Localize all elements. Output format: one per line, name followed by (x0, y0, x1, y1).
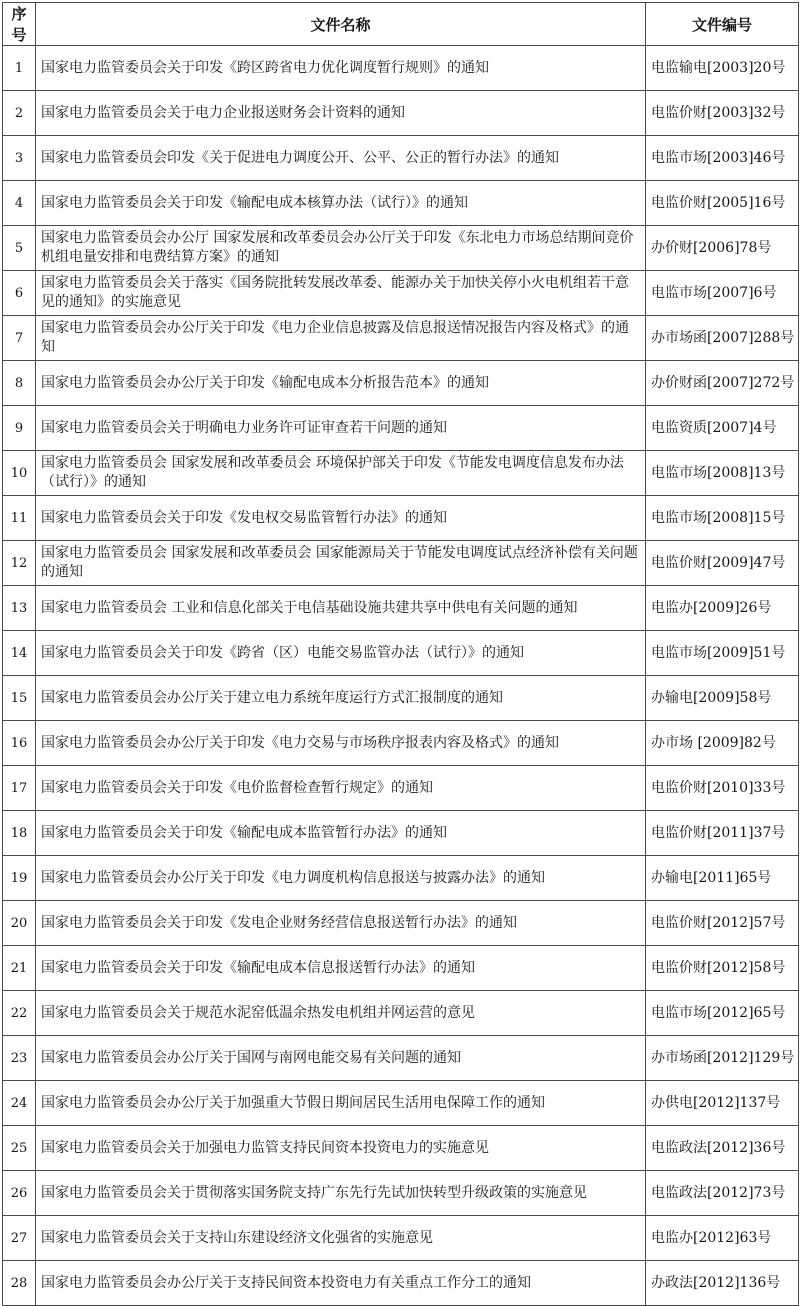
table-row (3, 271, 799, 316)
table-row (3, 901, 799, 946)
cell-name: 国家电力监管委员会办公厅 国家发展和改革委员会办公厅关于印发《东北电力市场总结期间竞价机组电量安排和电费结算方案》的通知 (36, 226, 646, 271)
cell-no: 17 (3, 766, 36, 811)
table-row (3, 361, 799, 406)
cell-no: 14 (3, 631, 36, 676)
cell-code: 办政法[2012]136号 (646, 1261, 799, 1306)
cell-name: 国家电力监管委员会办公厅关于印发《电力调度机构信息报送与披露办法》的通知 (36, 856, 646, 901)
table-row (3, 1126, 799, 1171)
cell-code: 电监政法[2012]36号 (646, 1126, 799, 1171)
col-header-code: 文件编号 (646, 3, 799, 46)
cell-code: 办输电[2009]58号 (646, 676, 799, 721)
cell-name: 国家电力监管委员会 工业和信息化部关于电信基础设施共建共享中供电有关问题的通知 (36, 586, 646, 631)
cell-no: 19 (3, 856, 36, 901)
cell-name: 国家电力监管委员会办公厅关于加强重大节假日期间居民生活用电保障工作的通知 (36, 1081, 646, 1126)
cell-code: 电监输电[2003]20号 (646, 46, 799, 91)
cell-name: 国家电力监管委员会关于印发《发电企业财务经营信息报送暂行办法》的通知 (36, 901, 646, 946)
cell-no: 11 (3, 496, 36, 541)
cell-code: 电监价财[2009]47号 (646, 541, 799, 586)
cell-name: 国家电力监管委员会办公厅关于印发《电力交易与市场秩序报表内容及格式》的通知 (36, 721, 646, 766)
cell-name: 国家电力监管委员会关于印发《跨省（区）电能交易监管办法（试行）》的通知 (36, 631, 646, 676)
table-row (3, 91, 799, 136)
cell-code: 办供电[2012]137号 (646, 1081, 799, 1126)
cell-code: 办价财函[2007]272号 (646, 361, 799, 406)
cell-no: 20 (3, 901, 36, 946)
table-row (3, 586, 799, 631)
cell-no: 22 (3, 991, 36, 1036)
col-header-no: 序号 (3, 3, 36, 46)
cell-code: 电监市场[2008]15号 (646, 496, 799, 541)
cell-no: 16 (3, 721, 36, 766)
cell-code: 办市场函[2007]288号 (646, 316, 799, 361)
cell-name: 国家电力监管委员会 国家发展和改革委员会 国家能源局关于节能发电调度试点经济补偿有关问题的通知 (36, 541, 646, 586)
cell-no: 10 (3, 451, 36, 496)
cell-no: 5 (3, 226, 36, 271)
cell-name: 国家电力监管委员会关于支持山东建设经济文化强省的实施意见 (36, 1216, 646, 1261)
table-row (3, 721, 799, 766)
cell-code: 电监价财[2005]16号 (646, 181, 799, 226)
cell-no: 12 (3, 541, 36, 586)
cell-name: 国家电力监管委员会关于印发《发电权交易监管暂行办法》的通知 (36, 496, 646, 541)
cell-name: 国家电力监管委员会关于印发《电价监督检查暂行规定》的通知 (36, 766, 646, 811)
cell-no: 26 (3, 1171, 36, 1216)
table-row (3, 1081, 799, 1126)
cell-no: 4 (3, 181, 36, 226)
cell-no: 21 (3, 946, 36, 991)
table-row (3, 811, 799, 856)
col-header-name: 文件名称 (36, 3, 646, 46)
cell-code: 电监价财[2012]57号 (646, 901, 799, 946)
table-row (3, 991, 799, 1036)
cell-name: 国家电力监管委员会关于落实《国务院批转发展改革委、能源办关于加快关停小火电机组若干意见的通知》的实施意见 (36, 271, 646, 316)
cell-code: 办市场函[2012]129号 (646, 1036, 799, 1081)
cell-code: 电监政法[2012]73号 (646, 1171, 799, 1216)
table-row (3, 1216, 799, 1261)
table-row (3, 226, 799, 271)
cell-no: 27 (3, 1216, 36, 1261)
cell-code: 办市场 [2009]82号 (646, 721, 799, 766)
cell-code: 电监市场[2012]65号 (646, 991, 799, 1036)
table-row (3, 946, 799, 991)
document-table (2, 2, 799, 1306)
cell-name: 国家电力监管委员会关于电力企业报送财务会计资料的通知 (36, 91, 646, 136)
cell-code: 办输电[2011]65号 (646, 856, 799, 901)
cell-code: 电监价财[2011]37号 (646, 811, 799, 856)
table-row (3, 1261, 799, 1306)
cell-no: 3 (3, 136, 36, 181)
cell-name: 国家电力监管委员会关于印发《输配电成本监管暂行办法》的通知 (36, 811, 646, 856)
cell-name: 国家电力监管委员会关于加强电力监管支持民间资本投资电力的实施意见 (36, 1126, 646, 1171)
cell-name: 国家电力监管委员会关于印发《输配电成本核算办法（试行）》的通知 (36, 181, 646, 226)
cell-no: 25 (3, 1126, 36, 1171)
table-row (3, 541, 799, 586)
cell-code: 电监市场[2008]13号 (646, 451, 799, 496)
cell-code: 电监市场[2003]46号 (646, 136, 799, 181)
cell-code: 电监市场[2009]51号 (646, 631, 799, 676)
table-row (3, 46, 799, 91)
cell-name: 国家电力监管委员会 国家发展和改革委员会 环境保护部关于印发《节能发电调度信息发布办法（试行）》的通知 (36, 451, 646, 496)
table-row (3, 496, 799, 541)
cell-code: 电监办[2012]63号 (646, 1216, 799, 1261)
table-row (3, 1171, 799, 1216)
cell-name: 国家电力监管委员会印发《关于促进电力调度公开、公平、公正的暂行办法》的通知 (36, 136, 646, 181)
cell-code: 电监价财[2012]58号 (646, 946, 799, 991)
table-row (3, 766, 799, 811)
cell-code: 电监办[2009]26号 (646, 586, 799, 631)
table-row (3, 856, 799, 901)
cell-no: 18 (3, 811, 36, 856)
cell-name: 国家电力监管委员会关于贯彻落实国务院支持广东先行先试加快转型升级政策的实施意见 (36, 1171, 646, 1216)
cell-name: 国家电力监管委员会关于规范水泥窑低温余热发电机组并网运营的意见 (36, 991, 646, 1036)
cell-no: 23 (3, 1036, 36, 1081)
cell-no: 7 (3, 316, 36, 361)
cell-name: 国家电力监管委员会关于印发《输配电成本信息报送暂行办法》的通知 (36, 946, 646, 991)
header-row (3, 3, 799, 46)
cell-no: 6 (3, 271, 36, 316)
cell-code: 电监市场[2007]6号 (646, 271, 799, 316)
cell-no: 2 (3, 91, 36, 136)
table-row (3, 316, 799, 361)
table-row (3, 451, 799, 496)
table-row (3, 136, 799, 181)
cell-name: 国家电力监管委员会办公厅关于印发《输配电成本分析报告范本》的通知 (36, 361, 646, 406)
cell-no: 13 (3, 586, 36, 631)
cell-name: 国家电力监管委员会办公厅关于建立电力系统年度运行方式汇报制度的通知 (36, 676, 646, 721)
cell-name: 国家电力监管委员会关于印发《跨区跨省电力优化调度暂行规则》的通知 (36, 46, 646, 91)
cell-name: 国家电力监管委员会办公厅关于支持民间资本投资电力有关重点工作分工的通知 (36, 1261, 646, 1306)
cell-no: 15 (3, 676, 36, 721)
cell-no: 24 (3, 1081, 36, 1126)
cell-code: 电监资质[2007]4号 (646, 406, 799, 451)
cell-code: 电监价财[2003]32号 (646, 91, 799, 136)
table-row (3, 181, 799, 226)
cell-name: 国家电力监管委员会办公厅关于印发《电力企业信息披露及信息报送情况报告内容及格式》的通知 (36, 316, 646, 361)
cell-no: 1 (3, 46, 36, 91)
cell-no: 8 (3, 361, 36, 406)
cell-code: 电监价财[2010]33号 (646, 766, 799, 811)
table-row (3, 631, 799, 676)
table-row (3, 406, 799, 451)
table-row (3, 1036, 799, 1081)
cell-no: 9 (3, 406, 36, 451)
table-row (3, 676, 799, 721)
cell-no: 28 (3, 1261, 36, 1306)
cell-name: 国家电力监管委员会关于明确电力业务许可证审查若干问题的通知 (36, 406, 646, 451)
cell-code: 办价财[2006]78号 (646, 226, 799, 271)
cell-name: 国家电力监管委员会办公厅关于国网与南网电能交易有关问题的通知 (36, 1036, 646, 1081)
